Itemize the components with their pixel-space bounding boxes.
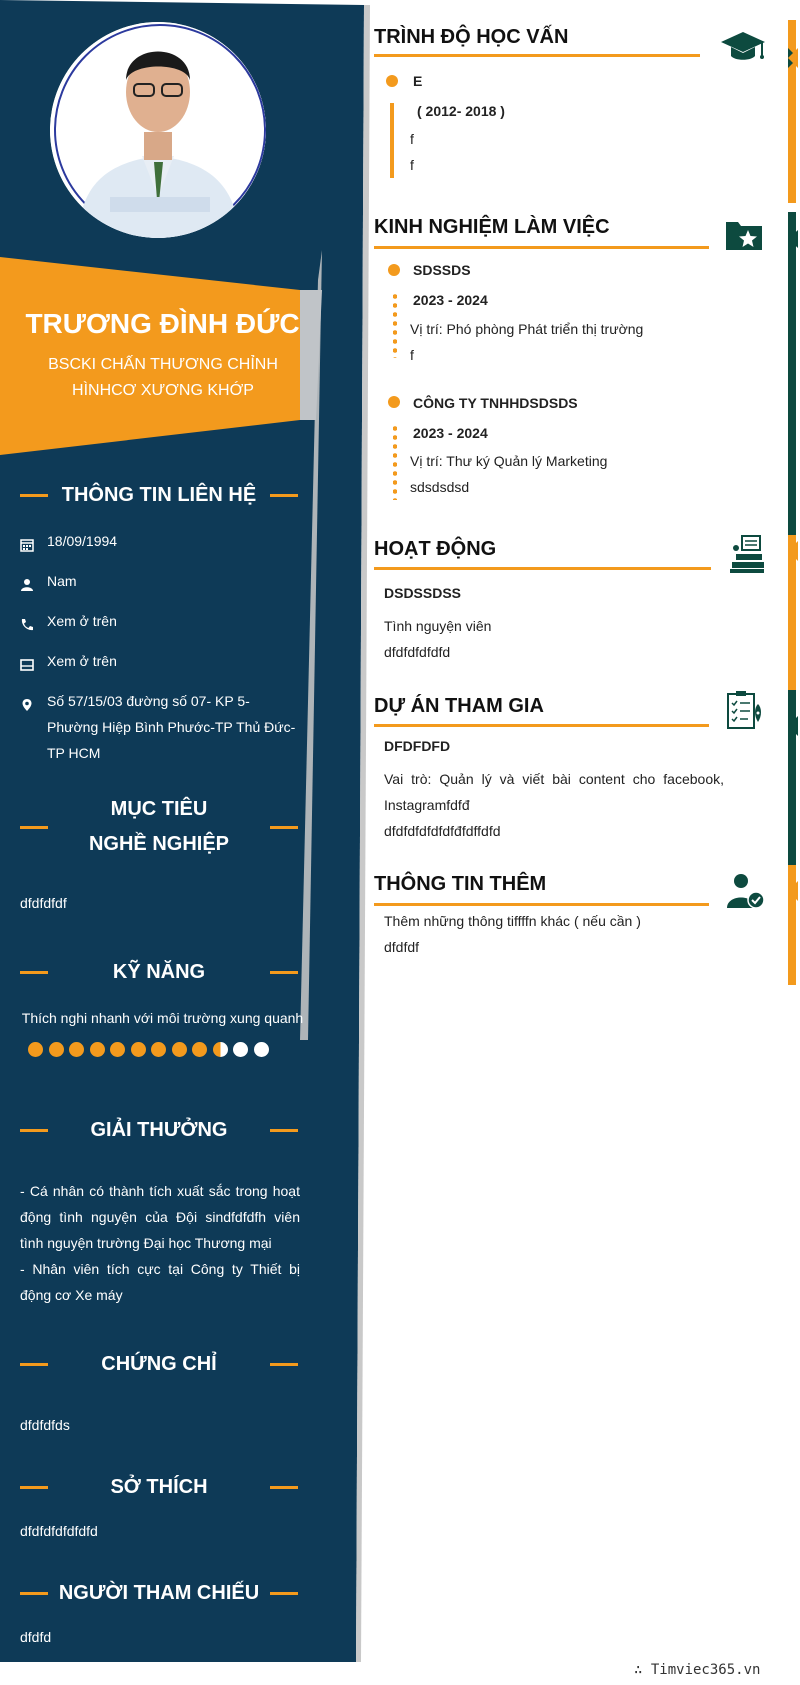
skills-heading: KỸ NĂNG: [20, 955, 298, 990]
candidate-name: TRƯƠNG ĐÌNH ĐỨC: [25, 308, 300, 339]
avatar: [50, 22, 266, 238]
experience-detail: sdsdsdsd: [410, 479, 470, 495]
experience-period: 2023 - 2024: [413, 425, 488, 441]
contact-heading: THÔNG TIN LIÊN HỆ: [20, 478, 298, 513]
skill-dot: [69, 1042, 84, 1057]
user-icon: [20, 568, 47, 600]
section-underline: [374, 903, 709, 906]
experience-company: SDSSDS: [413, 262, 471, 278]
skill-dot: [233, 1042, 248, 1057]
hobbies-heading: SỞ THÍCH: [20, 1470, 298, 1505]
activity-detail: dfdfdfdfdfd: [384, 644, 451, 660]
timeline-arrows: [770, 0, 800, 1000]
certificates-heading: CHỨNG CHỈ: [20, 1347, 298, 1382]
contact-birthday: 18/09/1994: [20, 528, 305, 560]
skill-dot: [90, 1042, 105, 1057]
education-school: E: [413, 73, 423, 89]
contact-address: Số 57/15/03 đường số 07- KP 5- Phường Hiệp Bình Phước-TP Thủ Đức-TP HCM: [20, 688, 305, 766]
activities-title: HOẠT ĐỘNG: [374, 538, 497, 560]
hobbies-text: dfdfdfdfdfdfd: [20, 1523, 98, 1539]
section-underline: [374, 246, 709, 249]
section-underline: [374, 567, 711, 570]
experience-title: KINH NGHIỆM LÀM VIỆC: [374, 216, 610, 238]
additional-line: Thêm những thông tiffffn khác ( nếu cần ): [384, 913, 641, 929]
references-heading: NGƯỜI THAM CHIẾU: [20, 1576, 298, 1611]
portrait-photo: [50, 22, 266, 238]
additional-title: THÔNG TIN THÊM: [374, 873, 547, 895]
award-item: - Cá nhân có thành tích xuất sắc trong hoạt động tình nguyện của Đội sindfdfdfh viên tình nguyện trường Đại học Thương mại: [20, 1183, 300, 1251]
skill-dot: [131, 1042, 146, 1057]
projects-title: DỰ ÁN THAM GIA: [374, 695, 544, 717]
contact-gender: Nam: [20, 568, 305, 600]
project-role: Vai trò: Quản lý và viết bài content cho facebook, Instagramfdfđ: [384, 771, 724, 813]
skill-dot: [49, 1042, 64, 1057]
objective-text: dfdfdfdf: [20, 895, 67, 911]
skill-dot: [172, 1042, 187, 1057]
education-detail: f: [410, 157, 414, 173]
skill-dot: [254, 1042, 269, 1057]
education-period: ( 2012- 2018 ): [417, 103, 505, 119]
experience-role: Vị trí: Thư ký Quản lý Marketing: [410, 453, 608, 469]
timeline-dotted-line: [393, 424, 397, 500]
project-checklist-icon: [726, 690, 766, 735]
email-icon: [20, 648, 47, 680]
contact-phone: Xem ở trên: [20, 608, 305, 640]
timeline-line: [390, 103, 394, 178]
contact-email: Xem ở trên: [20, 648, 305, 680]
education-detail: f: [410, 131, 414, 147]
skill-name: Thích nghi nhanh với môi trường xung quanh: [21, 1010, 304, 1026]
experience-detail: f: [410, 347, 414, 363]
folder-star-icon: [724, 218, 764, 257]
award-item: - Nhân viên tích cực tại Công ty Thiết bị động cơ Xe máy: [20, 1261, 300, 1303]
experience-period: 2023 - 2024: [413, 292, 488, 308]
skill-dot: [213, 1042, 228, 1057]
timeline-bullet: [388, 396, 400, 408]
calendar-icon: [20, 528, 47, 560]
section-underline: [374, 54, 700, 57]
skill-dot: [110, 1042, 125, 1057]
additional-line: dfdfdf: [384, 939, 420, 955]
objective-heading: MỤC TIÊU NGHỀ NGHIỆP: [20, 792, 298, 862]
phone-icon: [20, 608, 47, 640]
location-icon: [20, 688, 47, 766]
skill-dot: [192, 1042, 207, 1057]
candidate-position: BSCKI CHẤN THƯƠNG CHỈNH HÌNHCƠ XƯƠNG KHỚP: [48, 356, 278, 399]
project-name: DFDFDFD: [384, 738, 451, 754]
timeline-dotted-line: [393, 292, 397, 358]
timeline-bullet: [386, 75, 398, 87]
user-check-icon: [726, 872, 766, 915]
skill-rating: [28, 1042, 269, 1057]
skill-dot: [28, 1042, 43, 1057]
project-detail: dfdfdfdfdfdfđfdffdfd: [384, 823, 501, 839]
awards-heading: GIẢI THƯỞNG: [20, 1113, 298, 1148]
activity-org: DSDSSDSS: [384, 585, 462, 601]
skill-dot: [151, 1042, 166, 1057]
references-text: dfdfd: [20, 1629, 52, 1645]
experience-company: CÔNG TY TNHHDSDSDS: [413, 395, 578, 411]
activity-role: Tình nguyện viên: [384, 618, 492, 634]
certificates-text: dfdfdfds: [20, 1417, 70, 1433]
timeline-bullet: [388, 264, 400, 276]
graduation-cap-icon: [720, 30, 766, 69]
education-title: TRÌNH ĐỘ HỌC VẤN: [374, 26, 569, 48]
footer-brand: ∴ Timviec365.vn: [634, 1662, 761, 1678]
experience-role: Vị trí: Phó phòng Phát triển thị trường: [410, 321, 644, 337]
activities-icon: [728, 534, 766, 579]
section-underline: [374, 724, 709, 727]
